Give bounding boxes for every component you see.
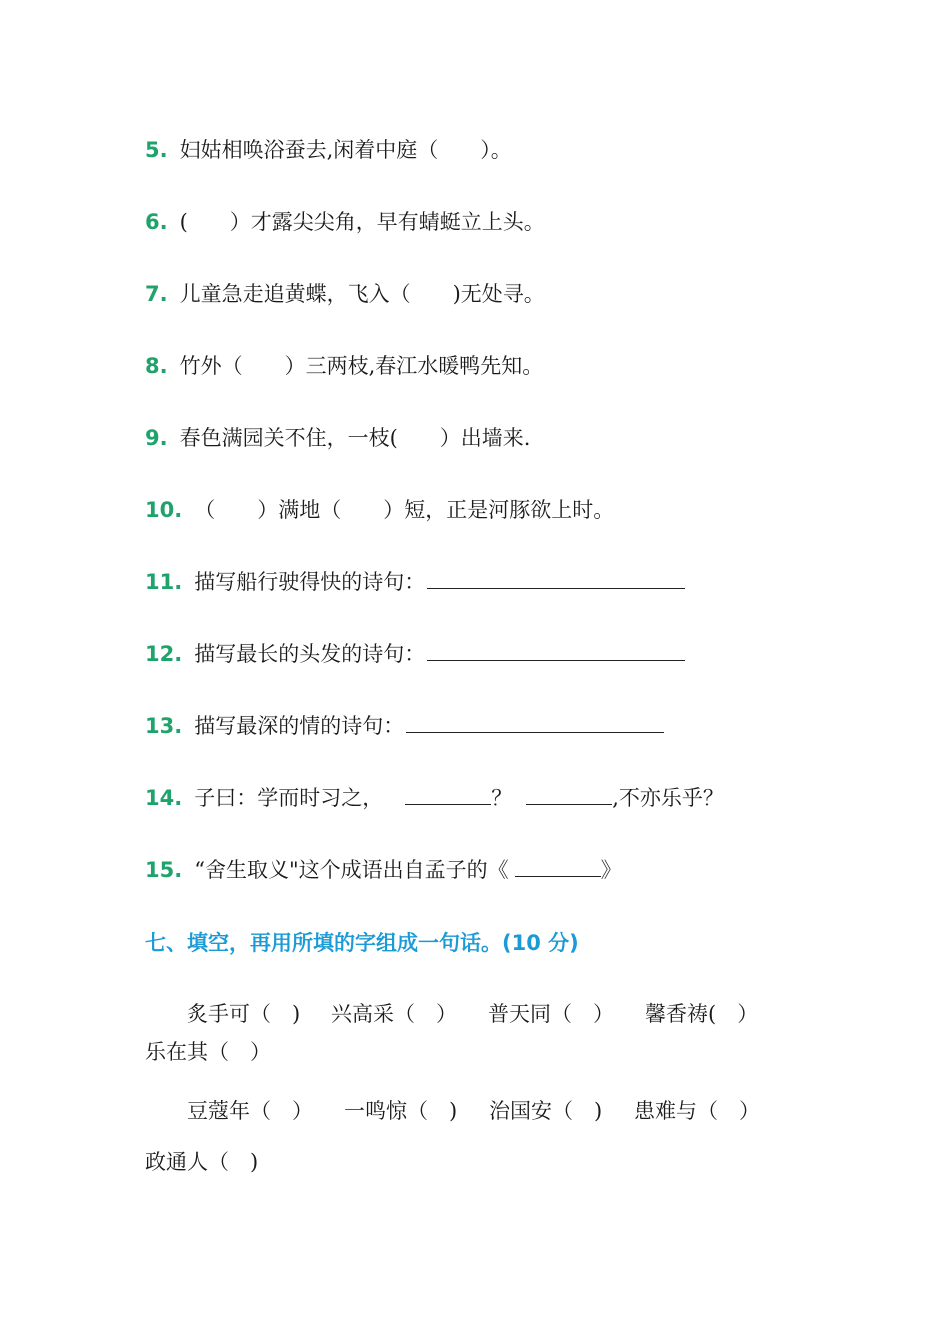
answer-blank[interactable] [526, 782, 612, 805]
question-number: 10. [145, 498, 183, 522]
question-text-end: 》 [600, 858, 622, 882]
question-text-end: ,不亦乐乎？ [612, 786, 724, 810]
answer-blank[interactable] [515, 854, 601, 877]
section-heading: 七、填空，再用所填的字组成一句话。(10 分) [145, 931, 579, 955]
question-8 [145, 349, 543, 383]
answer-blank[interactable] [405, 782, 491, 805]
question-15 [145, 853, 622, 887]
question-13 [145, 709, 664, 743]
question-11 [145, 565, 685, 599]
question-number: 5. [145, 138, 168, 162]
answer-blank[interactable] [427, 638, 685, 661]
idiom-row [145, 1145, 258, 1179]
question-7 [145, 277, 545, 311]
answer-blank[interactable] [406, 710, 664, 733]
question-text: 竹外（ ）三两枝,春江水暖鸭先知。 [179, 354, 544, 378]
question-text: 儿童急走追黄蝶，飞入（ )无处寻。 [179, 282, 545, 306]
idiom-row [145, 1035, 271, 1069]
question-text: 妇姑相唤浴蚕去,闲着中庭（ ）。 [179, 138, 512, 162]
idiom-item: 豆蔻年（ ） [187, 1099, 313, 1123]
answer-blank[interactable] [427, 566, 685, 589]
question-text: 描写船行驶得快的诗句： [194, 570, 426, 594]
idiom-item: 乐在其（ ） [145, 1040, 271, 1064]
question-number: 9. [145, 426, 168, 450]
question-text: 春色满园关不住，一枝( ）出墙来. [179, 426, 531, 450]
question-number: 8. [145, 354, 168, 378]
question-text: （ ）满地（ ）短，正是河豚欲上时。 [194, 498, 615, 522]
question-10 [145, 493, 614, 527]
question-number: 6. [145, 210, 168, 234]
question-number: 14. [145, 786, 183, 810]
idiom-item: 治国安（ ) [489, 1099, 603, 1123]
idiom-item: 馨香祷( ） [645, 1002, 759, 1026]
idiom-row [187, 1094, 760, 1128]
idiom-item: 兴高采（ ） [331, 1002, 457, 1026]
question-6 [145, 205, 545, 239]
idiom-item: 政通人（ ) [145, 1150, 259, 1174]
question-text: ( ）才露尖尖角，早有蜻蜓立上头。 [179, 210, 545, 234]
question-text: “舍生取义"这个成语出自孟子的《 [194, 858, 509, 882]
idiom-item: 普天同（ ） [488, 1002, 614, 1026]
question-number: 12. [145, 642, 183, 666]
question-9 [145, 421, 530, 455]
question-number: 7. [145, 282, 168, 306]
question-12 [145, 637, 685, 671]
idiom-item: 一鸣惊（ ) [344, 1099, 458, 1123]
question-number: 13. [145, 714, 183, 738]
question-number: 11. [145, 570, 183, 594]
question-text: 描写最长的头发的诗句： [194, 642, 426, 666]
idiom-row [187, 997, 758, 1031]
question-14 [145, 781, 724, 815]
question-number: 15. [145, 858, 183, 882]
question-5 [145, 133, 512, 167]
idiom-item: 炙手可（ ) [187, 1002, 301, 1026]
question-text: 子曰：学而时习之， [194, 786, 384, 810]
question-text: 描写最深的情的诗句： [194, 714, 405, 738]
question-text-mid: ？ [491, 786, 513, 810]
idiom-item: 患难与（ ） [634, 1099, 760, 1123]
